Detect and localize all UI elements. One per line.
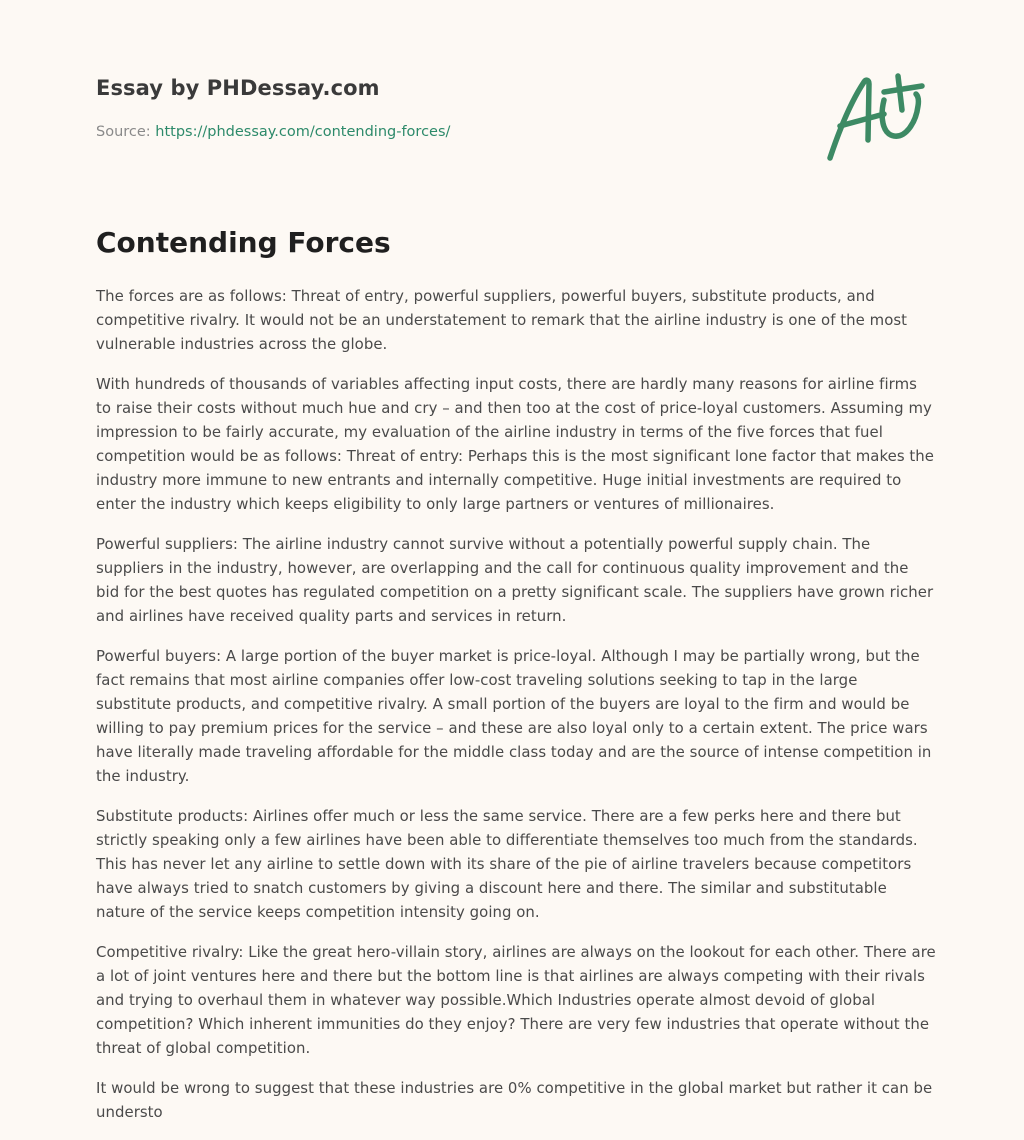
essay-paragraph: Powerful buyers: A large portion of the buyer market is price-loyal. Although I may be partially wrong, but the fact remains that most airline companies offer low-cost traveling solutions seeking to tap in the large substitute products, and competitive rivalry. A small portion of the buyers are loyal to the firm and would be willing to pay premium prices for the service – and these are also loyal only to a certain extent. The price wars have literally made traveling affordable for the middle class today and are the source of intense competition in the industry. (96, 647, 932, 785)
essay-paragraph: Powerful suppliers: The airline industry cannot survive without a potentially powerful supply chain. The suppliers in the industry, however, are overlapping and the call for continuous quality improvement and the bid for the best quotes has regulated competition on a pretty significant scale. The suppliers have grown richer and airlines have received quality parts and services in return. (96, 535, 934, 625)
page-header (96, 0, 936, 200)
source-line (96, 124, 450, 140)
a-plus-logo-icon (824, 68, 928, 164)
source-link[interactable]: https://phdessay.com/contending-forces/ (155, 124, 451, 140)
essay-title: Contending Forces (96, 226, 391, 259)
source-label: Source: (96, 124, 156, 140)
essay-paragraph: With hundreds of thousands of variables affecting input costs, there are hardly many reasons for airline firms to raise their costs without much hue and cry – and then too at the cost of price-loyal customers. Assuming my impression to be fairly accurate, my evaluation of the airline industry in terms of the five forces that fuel competition would be as follows: Threat of entry: Perhaps this is the most significant lone factor that makes the industry more immune to new entrants and internally competitive. Huge initial investments are required to enter the industry which keeps eligibility to only large partners or ventures of millionaires. (96, 375, 935, 513)
essay-paragraph: It would be wrong to suggest that these industries are 0% competitive in the global market but rather it can be understo (96, 1079, 933, 1121)
essay-body (96, 284, 936, 1140)
essay-paragraph: Substitute products: Airlines offer much or less the same service. There are a few perks here and there but strictly speaking only a few airlines have been able to differentiate themselves too much from the standards. This has never let any airline to settle down with its share of the pie of airline travelers because competitors have always tried to snatch customers by giving a discount here and there. The similar and substitutable nature of the service keeps competition intensity going on. (96, 807, 918, 921)
brand-title: Essay by PHDessay.com (96, 76, 380, 100)
essay-paragraph: Competitive rivalry: Like the great hero-villain story, airlines are always on the lookout for each other. There are a lot of joint ventures here and there but the bottom line is that airlines are always competing with their rivals and trying to overhaul them in whatever way possible.Which Industries operate almost devoid of global competition? Which inherent immunities do they enjoy? There are very few industries that operate without the threat of global competition. (96, 943, 936, 1057)
essay-page (96, 0, 936, 1121)
essay-paragraph: The forces are as follows: Threat of entry, powerful suppliers, powerful buyers, substitute products, and competitive rivalry. It would not be an understatement to remark that the airline industry is one of the most vulnerable industries across the globe. (96, 287, 908, 353)
